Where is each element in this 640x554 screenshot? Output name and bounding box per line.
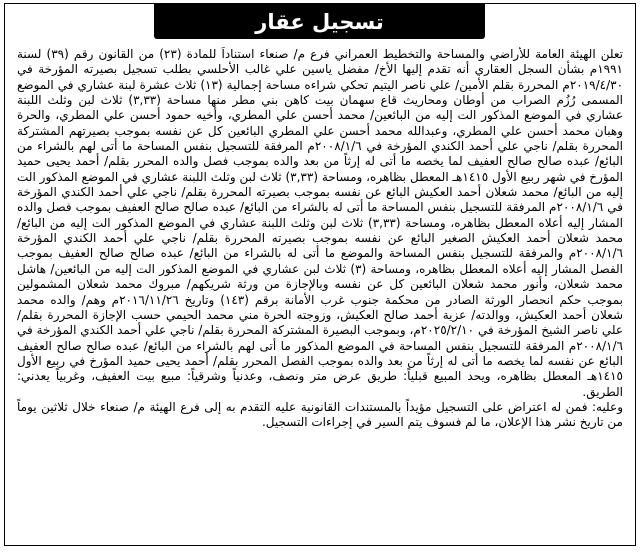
notice-closing-text: وعليه: فمن له اعتراض على التسجيل مؤيداً بالمستندات القانونية عليه التقدم به إلى فرع الهيئة م/ صنعاء خلال ثلاثين يوماً من تاريخ نشر هذا الإعلان، ما لم فسوف يتم السير في إجراءات التسجيل.	[17, 399, 623, 430]
real-estate-registration-notice	[4, 3, 636, 546]
notice-title: تسجيل عقار	[255, 9, 384, 34]
notice-title-bar	[154, 4, 485, 39]
notice-body-text: تعلن الهيئة العامة للأراضي والمساحة والتخطيط العمراني فرع م/ صنعاء استناداً للمادة (٢٣) من القانون رقم (٣٩) لسنة ١٩٩١م بشأن السجل العقاري أنه تقدم إليها الأخ/ مفضل ياسين علي غالب الأحلسي بطلب تسجيل بصيرته المؤرخة في ٢٠١٩/٤/٣٠م المحررة بقلم الأمين/ علي ناصر اليتيم تحكي شراءه مساحة إجمالية (١٣) ثلاث عشرة لبنة عشاري في الموضع المسمى رُزُم الصراب من أوطان ومحاريث قاع سهمان بيت كاهن بني مطر منها مساحة (٣,٣٣) ثلاث لبن وثلث اللبنة عشاري في الموضع المذكور الت إليه من البائعين/ محمد أحسن علي المطري، وأخيه حمود أحسن علي المطري، والحرة وهبان محمد أحسن علي المطري، وعبدالله محمد أحسن علي المطري البائعين كل عن نفسه بموجب بصيرتهم المشتركة المحررة بقلم/ ناجي علي أحمد الكندي المؤرخة في ٢٠٠٨/١/٦م المرفقة للتسجيل بنفس المساحة ما أتى لهم بالشراء من البائع/ عبده صالح صالح العفيف لما يخصه ما أتى له إرثاً من بعد والده بموجب فصل والده المحرر بقلم/ أحمد يحيى حميد المؤرخ في شهر ربيع الأول ١٤١٥هـ المعطل بظاهره، ومساحة (٣,٣٣) ثلاث لبن وثلث اللبنة عشاري في الموضع المذكور الت إليه من البائع/ محمد شعلان أحمد العكيش البائع عن نفسه بموجب بصيرته المحررة بقلم/ ناجي علي أحمد الكندي المؤرخة في ٢٠٠٨/١/٦م المرفقة للتسجيل بنفس المساحة ما أتى له بالشراء من البائع/ عبده صالح صالح العفيف بموجب فصل والده المشار إليه أعلاه المعطل بظاهره، ومساحة (٣,٣٣) ثلاث لبن وثلث اللبنة عشاري في الموضع المذكور الت إليه من البائع/ محمد شعلان أحمد العكيش الصغير البائع عن نفسه بموجب بصيرته المحررة بقلم/ ناجي علي أحمد الكندي المؤرخة ٢٠٠٨/١/٦م والمرفقة للتسجيل بنفس المساحة والموضع ما أتى له بالشراء من البائع/ عبده صالح صالح العفيف بموجب الفصل المشار إليه أعلاه المعطل بظاهره، ومساحة (٣) ثلاث لبن عشاري في الموضع المذكور الت إليه من البائعين/ هاشل محمد شعلان، وأنور محمد شعلان البائعين كل عن نفسه وبالإجازة من ورثة شريكهم/ مبروك محمد شعلان المشمولين بموجب حكم انحصار الورثة الصادر من محكمة جنوب غرب الأمانة برقم (١٤٣) وتاريخ ٢٠١٦/١١/٢٦م وهم/ والده محمد شعلان أحمد العكيش، ووالدته/ عزية أحمد صالح العكيش، وزوجته الحرة مني محمد الحيمي حسب الإجازة المحررة بقلم/ علي ناصر الشيخ المؤرخة في ٢٠٢٥/٢/١٠م، وبموجب البصيرة المشتركة المحررة بقلم/ ناجي علي أحمد الكندي المؤرخة في ٢٠٠٨/١/٦م المرفقة للتسجيل بنفس المساحة في الموضع المذكور ما أتى لهم بالشراء من البائع/ عبده صالح صالح العفيف البائع عن نفسه لما يخصه ما أتى له إرثاً من بعد والده بموجب الفصل المحرر بقلم/ أحمد يحيى حميد المؤرخ في ربيع الأول ١٤١٥هـ المعطل بظاهره، ويحد المبيع قبلياً: طريق عرض متر ونصف، وعدنياً وشرقياً: مبيع بيت العفيف، وغربياً يعدني: الطريق.	[17, 47, 623, 399]
notice-body	[17, 47, 623, 539]
